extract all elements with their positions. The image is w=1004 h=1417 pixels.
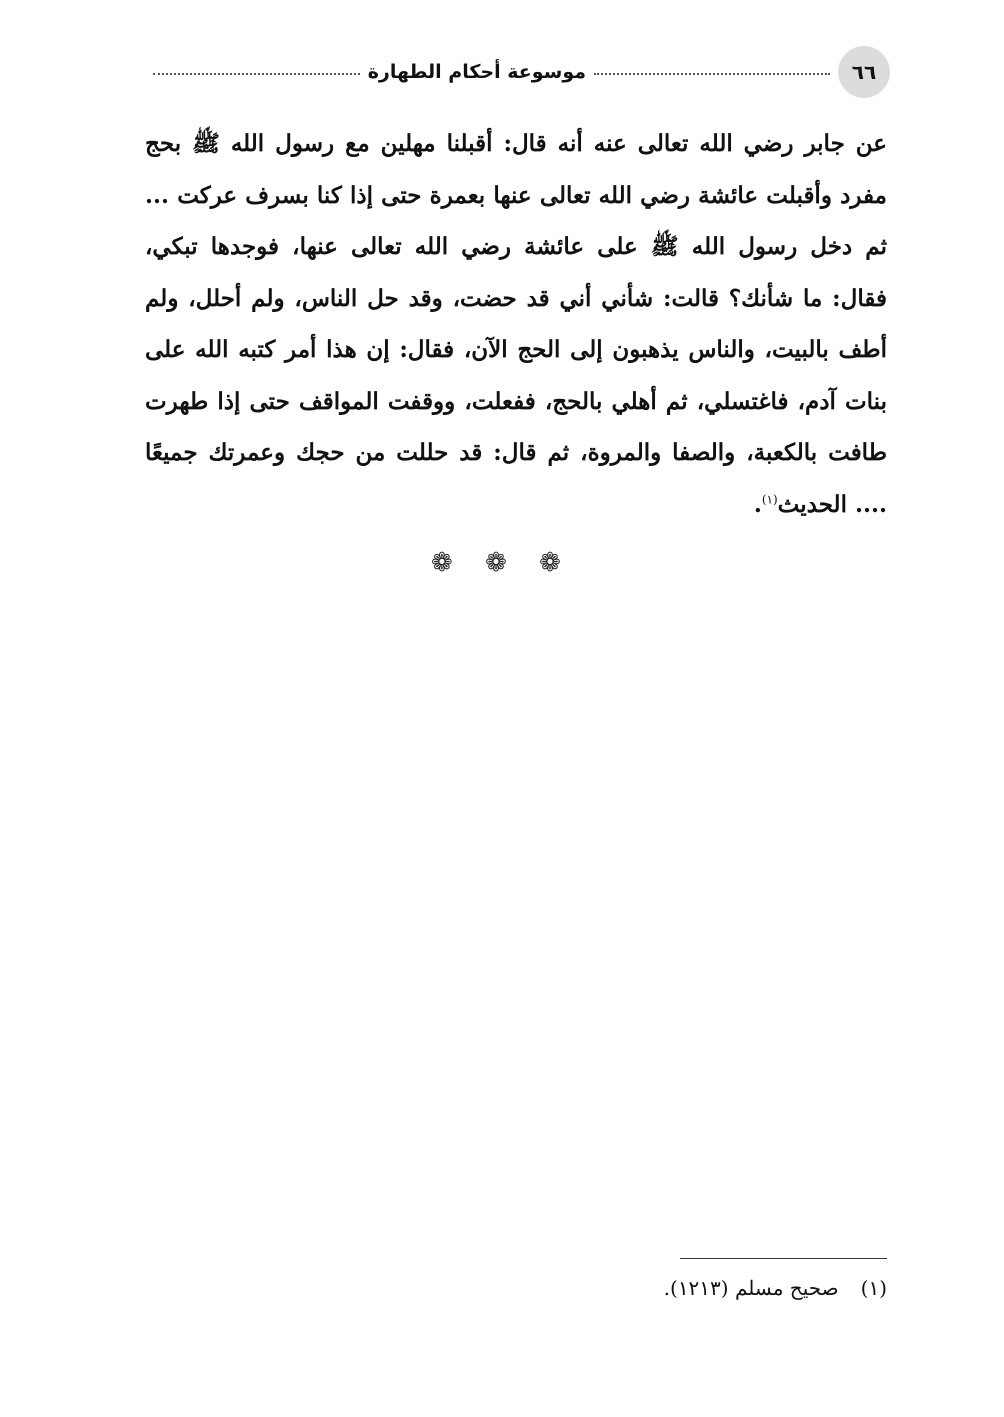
paragraph-text: عن جابر رضي الله تعالى عنه أنه قال: أقبلنا مهلين مع رسول الله ﷺ بحج مفرد وأقبلت عائشة رضي الله تعالى عنها بعمرة حتى إذا كنا بسرف عركت ... ثم دخل رسول الله ﷺ على عائشة رضي الله تعالى عنها، فوجدها تبكي، فقال: ما شأنك؟ قالت: شأني أني قد حضت، وقد حل الناس، ولم أحلل، ولم أطف بالبيت، والناس يذهبون إلى الحج الآن، فقال: إن هذا أمر كتبه الله على بنات آدم، فاغتسلي، ثم أهلي بالحج، ففعلت، ووقفت المواقف حتى إذا طهرت طافت بالكعبة، والصفا والمروة، ثم قال: قد حللت من حجك وعمرتك جميعًا .... الحديث (145, 130, 887, 518)
footnote-item (400, 1276, 887, 1300)
section-divider-ornament: ❁ ❁ ❁ (431, 548, 573, 578)
footnote-reference[interactable]: (١) (761, 491, 778, 506)
footnote-separator (680, 1258, 887, 1259)
paragraph-end-punctuation: . (753, 490, 762, 518)
header-dotted-leader-right (594, 73, 830, 75)
footnote-text: صحيح مسلم (١٢١٣). (663, 1276, 839, 1300)
footnote-marker: (١) (860, 1276, 887, 1300)
page-number: ٦٦ (838, 46, 890, 98)
header-dotted-leader-left (153, 73, 360, 75)
page-header (145, 46, 890, 98)
main-paragraph (145, 118, 887, 530)
running-title: موسوعة أحكام الطهارة (367, 61, 586, 83)
